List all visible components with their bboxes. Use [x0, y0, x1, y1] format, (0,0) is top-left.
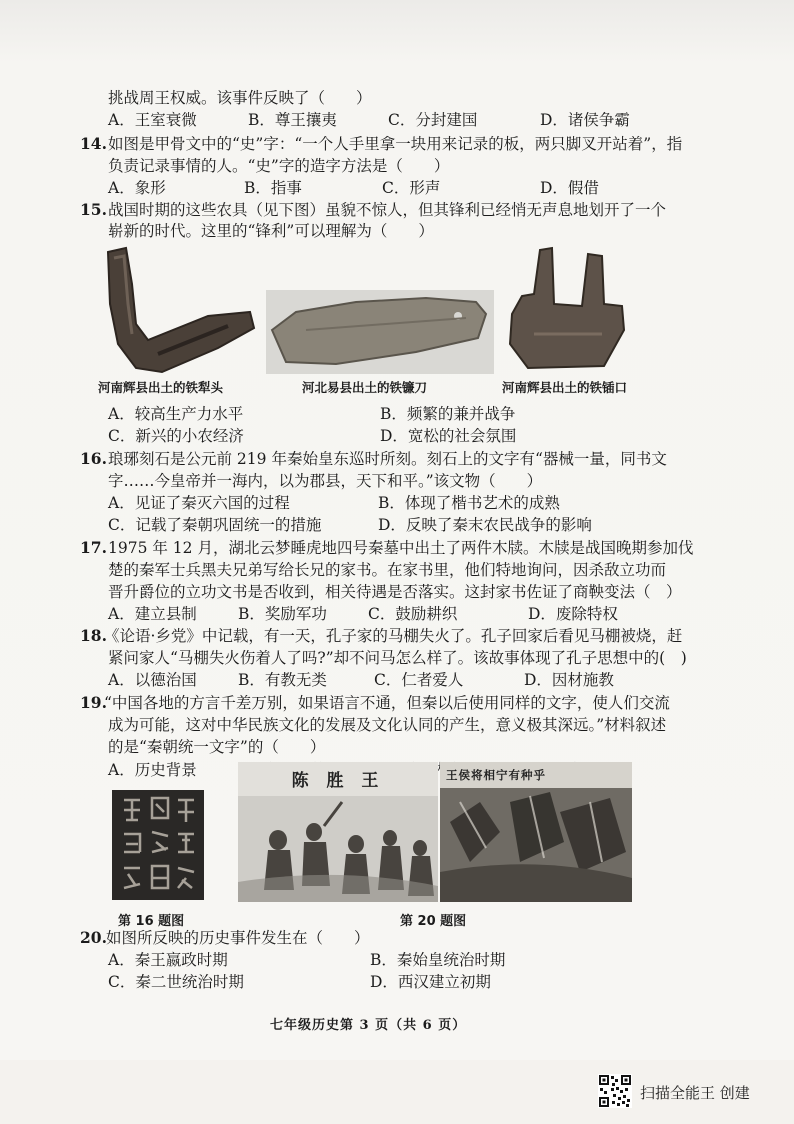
chen-sheng-painting: [238, 762, 438, 902]
q16-option-d: D．反映了秦末农民战争的影响: [378, 516, 592, 534]
q17-option-d: D．废除特权: [528, 605, 618, 623]
q14-option-c: C．形声: [382, 179, 441, 197]
iron-spade-photo: [504, 244, 632, 372]
q14-option-a: A．象形: [108, 179, 166, 197]
q15-line2: 崭新的时代。这里的“锋利”可以理解为（ ）: [108, 222, 434, 240]
q20-option-a: A．秦王嬴政时期: [108, 951, 228, 969]
q19-line3: 的是“秦朝统一文字”的（ ）: [108, 738, 326, 756]
q20-option-c: C．秦二世统治时期: [108, 973, 244, 991]
caption-iron-spade: 河南辉县出土的铁锸口: [502, 380, 628, 395]
painting2-title: 王侯将相宁有种乎: [446, 768, 546, 782]
q18-option-d: D．因材施教: [524, 671, 614, 689]
q16-option-b: B．体现了楷书艺术的成熟: [378, 494, 560, 512]
q20-option-b: B．秦始皇统治时期: [370, 951, 506, 969]
q14-line1: 如图是甲骨文中的“史”字：“一个人手里拿一块用来记录的板，两只脚叉开站着”，指: [108, 135, 683, 153]
scanner-watermark: 扫描全能王 创建: [640, 1084, 750, 1102]
q18-option-b: B．有教无类: [238, 671, 327, 689]
painting1-title: 陈 胜 王: [291, 771, 385, 791]
q17-line2: 楚的秦军士兵黑夫兄弟写给长兄的家书。在家书里，他们特地询问，因杀敌立功而: [108, 561, 667, 579]
q18-option-a: A．以德治国: [108, 671, 197, 689]
q13-line: 挑战周王权威。该事件反映了（ ）: [108, 89, 372, 107]
q18-option-c: C．仁者爱人: [374, 671, 464, 689]
q15-option-d: D．宽松的社会氛围: [380, 427, 517, 445]
q15-option-a: A．较高生产力水平: [108, 405, 244, 423]
q17-option-a: A．建立县制: [108, 605, 197, 623]
page-footer: 七年级历史第 3 页（共 6 页）: [270, 1018, 467, 1033]
q15-option-b: B．频繁的兼并战争: [380, 405, 516, 423]
q20-line1: 如图所反映的历史事件发生在（ ）: [106, 929, 370, 947]
q13-option-c: C．分封建国: [388, 111, 478, 129]
iron-sickle-photo: [266, 290, 494, 374]
q17-line1: 1975 年 12 月，湖北云梦睡虎地四号秦墓中出土了两件木牍。木牍是战国晚期参加伐: [108, 539, 694, 557]
q16-option-c: C．记载了秦朝巩固统一的措施: [108, 516, 322, 534]
q20-option-d: D．西汉建立初期: [370, 973, 491, 991]
q18-line1: 《论语·乡党》中记载，有一天，孔子家的马棚失火了。孔子回家后看见马棚被烧，赶: [104, 627, 683, 645]
q16-option-a: A．见证了秦灭六国的过程: [108, 494, 290, 512]
q17-option-b: B．奖励军功: [238, 605, 327, 623]
q15-line1: 战国时期的这些农具（见下图）虽貌不惊人，但其锋利已经悄无声息地划开了一个: [108, 201, 667, 219]
q17-line3: 晋升爵位的立功文书是否收到，相关待遇是否落实。这封家书佐证了商鞅变法（ ）: [108, 583, 682, 601]
fig16-caption: 第 16 题图: [118, 914, 185, 929]
q19-line2: 成为可能，这对中华民族文化的发展及文化认同的产生，意义极其深远。”材料叙述: [108, 716, 667, 734]
caption-iron-sickle: 河北易县出土的铁镰刀: [302, 380, 428, 395]
fig20-caption: 第 20 题图: [400, 914, 467, 929]
qr-code-icon: [598, 1074, 632, 1108]
q13-option-b: B．尊王攘夷: [248, 111, 337, 129]
q18-number: 18.: [80, 626, 107, 645]
caption-iron-plough: 河南辉县出土的铁犁头: [98, 380, 224, 395]
q14-number: 14.: [80, 134, 107, 153]
q17-option-c: C．鼓励耕织: [368, 605, 458, 623]
q14-option-d: D．假借: [540, 179, 599, 197]
q16-line1: 琅琊刻石是公元前 219 年秦始皇东巡时所刻。刻石上的文字有“器械一量，同书文: [108, 450, 667, 468]
langya-inscription-image: [112, 790, 204, 900]
q20-number: 20.: [80, 928, 107, 947]
q17-number: 17.: [80, 538, 107, 557]
iron-plough-photo: [88, 244, 260, 374]
q16-line2: 字……今皇帝并一海内，以为郡县，天下和平。”该文物（ ）: [108, 472, 543, 490]
q18-line2: 紧问家人“马棚失火伤着人了吗?”却不问马怎么样了。该故事体现了孔子思想中的( ): [108, 649, 687, 667]
q13-option-d: D．诸侯争霸: [540, 111, 630, 129]
q14-option-b: B．指事: [244, 179, 302, 197]
q15-number: 15.: [80, 200, 107, 219]
q15-option-c: C．新兴的小农经济: [108, 427, 244, 445]
q13-option-a: A．王室衰微: [108, 111, 197, 129]
uprising-painting: [440, 762, 632, 902]
q19-option-a: A．历史背景: [108, 761, 197, 779]
q19-line1: “中国各地的方言千差万别，如果语言不通，但秦以后使用同样的文字，使人们交流: [104, 694, 670, 712]
q19-number: 19.: [80, 693, 107, 712]
q14-line2: 负责记录事情的人。“史”字的造字方法是（ ）: [108, 157, 450, 175]
q16-number: 16.: [80, 449, 107, 468]
